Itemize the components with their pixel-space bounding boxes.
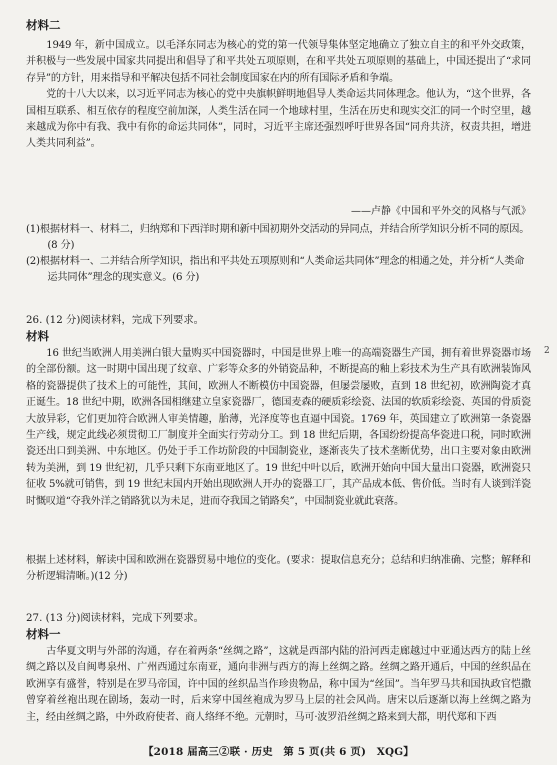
question-26-title: 26. (12 分)阅读材料，完成下列要求。: [26, 314, 204, 326]
question-27-title: 27. (13 分)阅读材料，完成下列要求。: [26, 612, 204, 624]
question-25-1: (1)根据材料一、材料二，归纳郑和下西洋时期和新中国初期外交活动的异同点，并结合所学知识分析不同的原因。(8 分): [26, 224, 530, 251]
material2-source: ——卢静《中国和平外交的风格与气派》: [351, 206, 531, 217]
question-27-material-label: 材料一: [26, 627, 61, 641]
page-footer: 【2018 届高三②联 · 历史 第 5 页(共 6 页) XQG】: [143, 746, 414, 758]
question-27-material: [26, 644, 531, 726]
question-26-material-text: 16 世纪当欧洲人用美洲白银大量购买中国瓷器时，中国是世界上唯一的高端瓷器生产国，拥有着世界瓷器市场的全部份额。这一时期中国出现了纹章、广彩等众多的外销瓷品种，不断提高的釉上彩技术为生产具有欧洲装饰风格的瓷器提供了技术上的可能性，其间，欧洲人不断模仿中国瓷器，但屡尝屡败，直到 18 世纪初，欧洲陶瓷才真正诞生。18 世纪中期，欧洲各国相继建立皇家瓷器厂，德国麦森的硬质彩绘瓷、法国的软质彩绘瓷、英国的骨质瓷大放异彩，它们更加符合欧洲人审美情趣，胎薄，光泽度等也直逼中国瓷。1769 年，英国建立了欧洲第一条瓷器生产线，规定此线必须贯彻工厂制度并全面实行劳动分工。到 18 世纪后期，各国纷纷提高华瓷进口税，同时欧洲瓷还出口到美洲、中东地区。仍处于手工作坊阶段的中国制瓷业，逐渐丧失了技术垄断优势，出口主要对象由欧洲转为美洲，到 19 世纪初，几乎只剩下东南亚地区了。19 世纪中叶以后，欧洲开始向中国大量出口瓷器，欧洲瓷只征收 5%就可销售，到 19 世纪末国内开始出现欧洲人开办的瓷器工厂，其产品成本低、售价低。当时有人谈到洋瓷时慨叹道“夺我外洋之销路犹以为未足，进而夺我国之销路矣”，中国制瓷业就此衰落。: [26, 348, 531, 507]
question-25-subquestions: [26, 222, 531, 286]
margin-mark: 2: [544, 346, 550, 356]
question-26-material: [26, 346, 531, 510]
question-25-2: (2)根据材料一、二并结合所学知识，指出和平共处五项原则和“人类命运共同体”理念的相通之处，并分析“人类命运共同体”理念的现实意义。(6 分): [26, 256, 525, 283]
material2-text: [26, 38, 531, 153]
question-26-material-label: 材料: [26, 329, 49, 343]
material2-title: 材料二: [26, 18, 61, 32]
material2-paragraph-2: 党的十八大以来，以习近平同志为核心的党中央旗帜鲜明地倡导人类命运共同体理念。他认为，“这个世界，各国相互联系、相互依存的程度空前加深，人类生活在同一个地球村里，生活在历史和现实交汇的同一个时空里，越来越成为你中有我、我中有你的命运共同体”，同时，习近平主席还强烈呼吁世界各国“同舟共济，权责共担，增进人类共同利益”。: [26, 89, 531, 150]
material2-paragraph-1: 1949 年，新中国成立。以毛泽东同志为核心的党的第一代领导集体坚定地确立了独立自主的和平外交政策，并积极与一些发展中国家共同提出和倡导了和平共处五项原则，在和平共处五项原则的基础上，中国还提出了“求同存异”的方针，用来指导和平解决包括不同社会制度国家在内的所有国际矛盾和争端。: [26, 40, 531, 84]
question-27-material-text: 古华夏文明与外部的沟通，存在着两条“丝绸之路”，这就是西部内陆的沿河西走廊越过中亚通达西方的陆上丝绸之路以及自闽粤泉州、广州西通过东南亚，通向非洲与西方的海上丝绸之路。丝绸之路开通后，中国的丝织品在欧洲享有盛誉，特别是在罗马帝国，许中国的丝织品当作珍贵物品，称中国为“丝国”。当年罗马共和国执政官恺撒曾穿着丝袍出现在剧场，轰动一时，后来穿中国丝袍成为罗马上层的社会风尚。唐宋以后逐渐以海上丝绸之路为主，经由丝绸之路，中外政府使者、商人络绎不绝。元朝时，马可·波罗沿丝绸之路来到大都，明代郑和下西: [26, 646, 531, 723]
question-26-task: [26, 553, 531, 586]
question-26-task-text: 根据上述材料，解读中国和欧洲在瓷器贸易中地位的变化。(要求：提取信息充分；总结和归纳准确、完整；解释和分析逻辑清晰。)(12 分): [26, 555, 531, 583]
